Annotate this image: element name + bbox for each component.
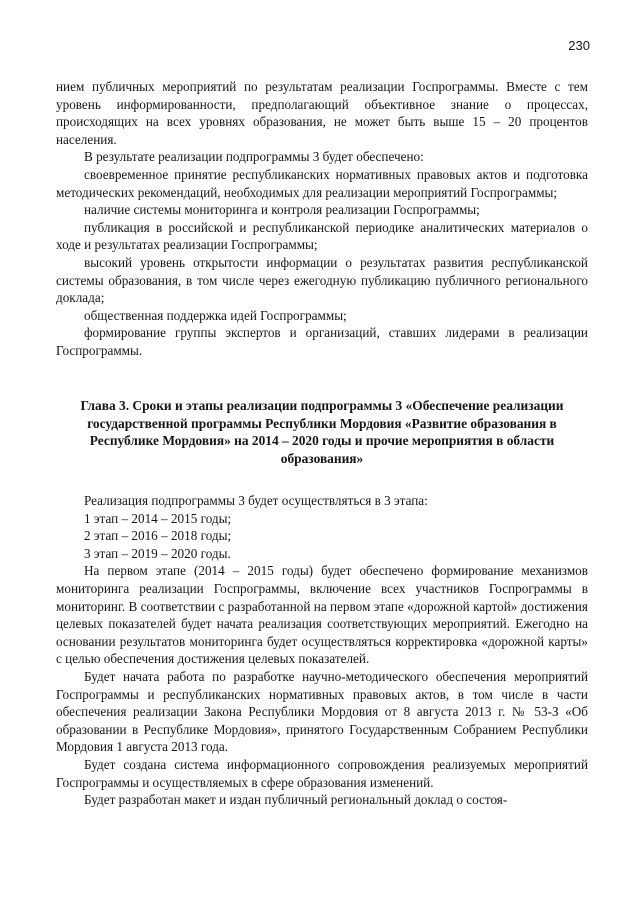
- stages-section: [56, 492, 588, 809]
- intro-section: [56, 78, 588, 360]
- body-paragraph: Будет разработан макет и издан публичный региональный доклад о состоя-: [84, 792, 508, 808]
- list-intro: В результате реализации подпрограммы 3 будет обеспечено:: [84, 149, 424, 165]
- list-item: общественная поддержка идей Госпрограммы;: [84, 307, 347, 323]
- stage-item: 1 этап – 2014 – 2015 годы;: [84, 510, 232, 526]
- stage-item: 3 этап – 2019 – 2020 годы.: [84, 545, 231, 561]
- list-item: наличие системы мониторинга и контроля реализации Госпрограммы;: [84, 202, 480, 218]
- list-item: своевременное принятие республиканских нормативных правовых актов и подготовка методических рекомендаций, необходимых для реализации мероприятий Госпрограммы;: [56, 166, 588, 200]
- stages-intro: Реализация подпрограммы 3 будет осуществляться в 3 этапа:: [84, 493, 428, 508]
- list-item: публикация в российской и республиканской периодике аналитических материалов о ходе и результатах реализации Госпрограммы;: [56, 219, 588, 253]
- page-number: 230: [568, 38, 590, 53]
- body-paragraph: Будет создана система информационного сопровождения реализуемых мероприятий Госпрограммы и осуществляемых в сфере образования изменений.: [56, 756, 588, 790]
- body-paragraph: Будет начата работа по разработке научно-методического обеспечения мероприятий Госпрограммы и республиканских нормативных правовых актов, в том числе в части обеспечения реализации Закона Республики Мордовия от 8 августа 2013 г. № 53-З «Об образовании в Республике Мордовия», принятого Государственным Собранием Республики Мордовия 1 августа 2013 года.: [56, 668, 588, 755]
- chapter-heading-text: Глава 3. Сроки и этапы реализации подпрограммы 3 «Обеспечение реализации государственной программы Республики Мордовия «Развитие образования в Республике Мордовия» на 2014 – 2020 годы и прочие мероприятия в области образования»: [80, 398, 564, 466]
- stage-item: 2 этап – 2016 – 2018 годы;: [84, 528, 232, 544]
- intro-paragraph: нием публичных мероприятий по результатам реализации Госпрограммы. Вместе с тем уровень информированности, предполагающий объективное знание о процессах, происходящих на всех уровнях образования, не может быть выше 15 – 20 процентов населения.: [56, 79, 588, 147]
- body-paragraph: На первом этапе (2014 – 2015 годы) будет обеспечено формирование механизмов мониторинга реализации Госпрограммы, включение всех участников Госпрограммы в мониторинг. В соответствии с разработанной на первом этапе «дорожной картой» достижения целевых показателей будет начата реализация соответствующих мероприятий. Ежегодно на основании результатов мониторинга будет осуществляться корректировка «дорожной карты» с целью обеспечения достижения целевых показателей.: [56, 563, 588, 667]
- chapter-heading: [56, 397, 588, 467]
- list-item: высокий уровень открытости информации о результатах развития республиканской системы образования, в том числе через ежегодную публикацию публичного регионального доклада;: [56, 254, 588, 306]
- list-item: формирование группы экспертов и организаций, ставших лидерами в реализации Госпрограммы.: [56, 325, 588, 358]
